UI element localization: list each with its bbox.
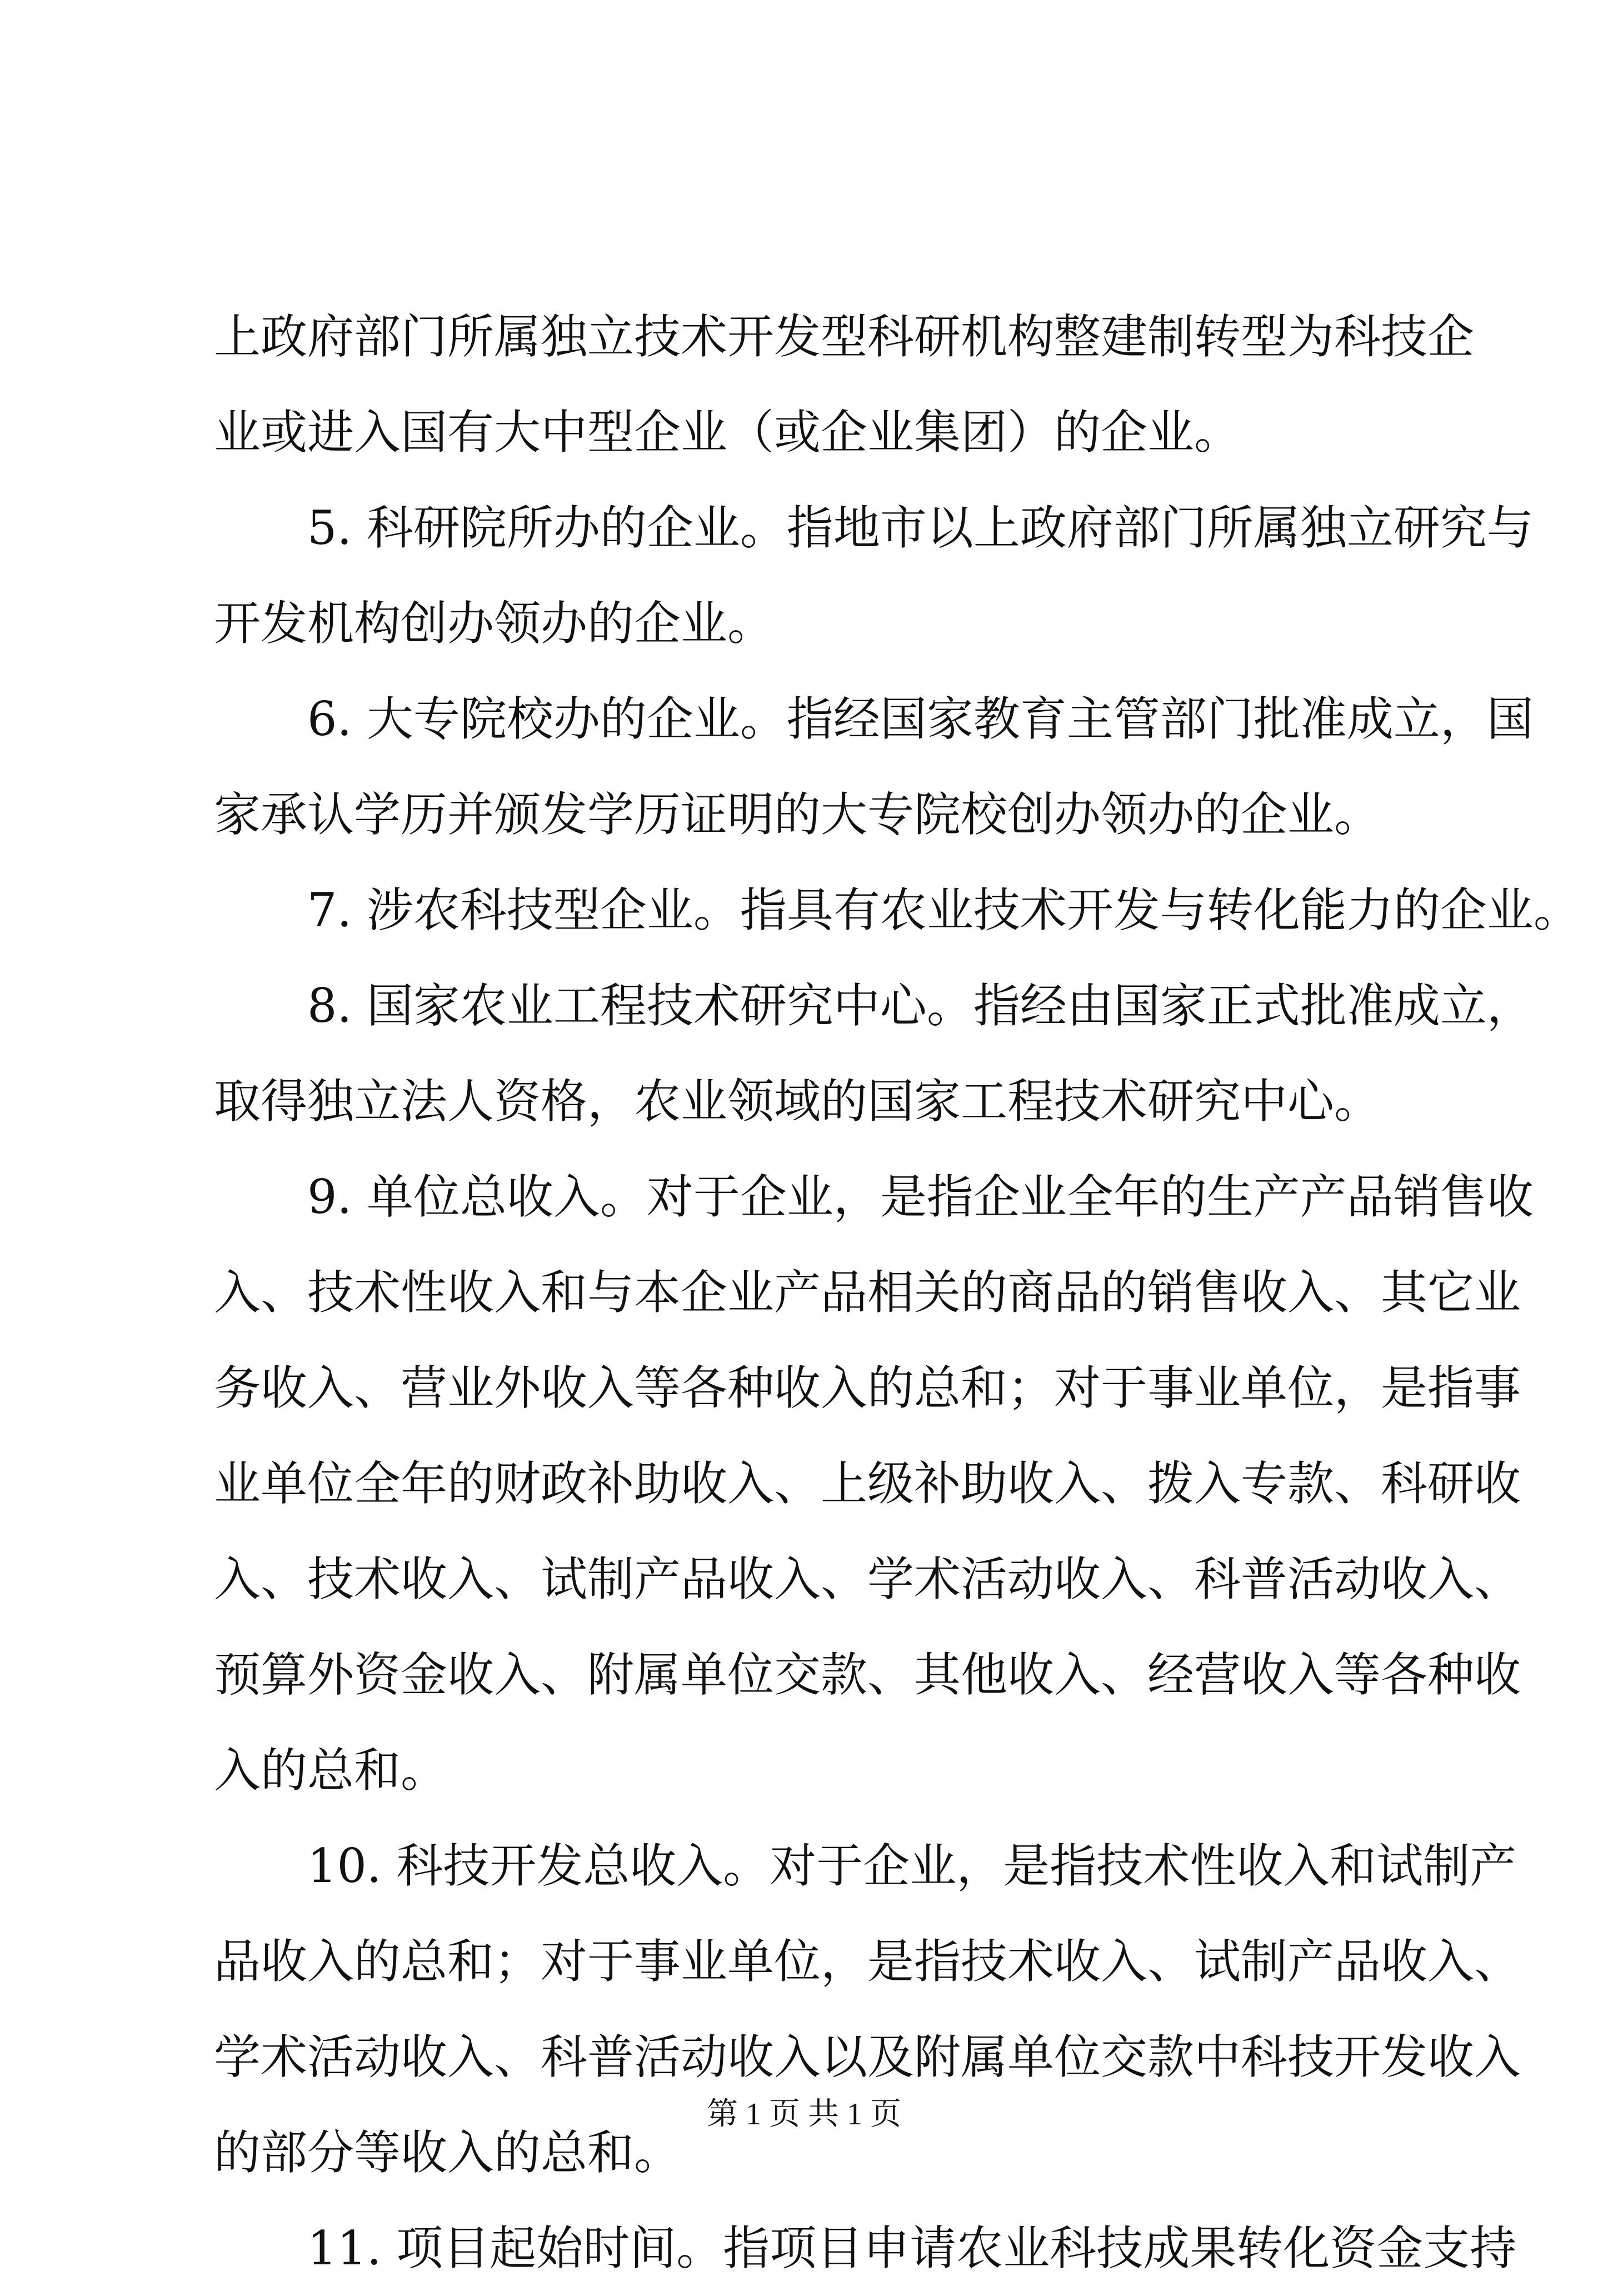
text-line: 品收入的总和；对于事业单位，是指技术收入、试制产品收入、 — [214, 1934, 1521, 1989]
text-line: 入、技术性收入和与本企业产品相关的商品的销售收入、其它业 — [214, 1265, 1521, 1320]
text-line: 入的总和。 — [214, 1743, 448, 1798]
text-line: 6. 大专院校办的企业。指经国家教育主管部门批准成立，国 — [307, 692, 1534, 746]
text-line: 学术活动收入、科普活动收入以及附属单位交款中科技开发收入 — [214, 2030, 1521, 2084]
text-line: 取得独立法人资格，农业领域的国家工程技术研究中心。 — [214, 1074, 1381, 1129]
text-line: 预算外资金收入、附属单位交款、其他收入、经营收入等各种收 — [214, 1648, 1521, 1702]
text-line: 入、技术收入、试制产品收入、学术活动收入、科普活动收入、 — [214, 1552, 1521, 1606]
text-line: 业单位全年的财政补助收入、上级补助收入、拨入专款、科研收 — [214, 1456, 1521, 1511]
text-line: 务收入、营业外收入等各种收入的总和；对于事业单位，是指事 — [214, 1361, 1521, 1415]
text-line: 的部分等收入的总和。 — [214, 2125, 681, 2180]
text-line: 8. 国家农业工程技术研究中心。指经由国家正式批准成立， — [307, 979, 1534, 1033]
document-body — [214, 289, 1580, 2296]
text-line: 11. 项目起始时间。指项目申请农业科技成果转化资金支持 — [307, 2221, 1517, 2275]
page-footer — [0, 2095, 1608, 2134]
text-line: 7. 涉农科技型企业。指具有农业技术开发与转化能力的企业。 — [307, 883, 1580, 937]
text-line: 5. 科研院所办的企业。指地市以上政府部门所属独立研究与 — [307, 501, 1534, 555]
text-line: 业或进入国有大中型企业（或企业集团）的企业。 — [214, 405, 1241, 460]
text-line: 上政府部门所属独立技术开发型科研机构整建制转型为科技企 — [214, 310, 1475, 364]
page-number-label: 第 1 页 共 1 页 — [707, 2097, 901, 2132]
text-line: 10. 科技开发总收入。对于企业，是指技术性收入和试制产 — [307, 1839, 1517, 1893]
text-line: 家承认学历并颁发学历证明的大专院校创办领办的企业。 — [214, 787, 1381, 842]
text-line: 开发机构创办领办的企业。 — [214, 596, 775, 651]
text-line: 9. 单位总收入。对于企业，是指企业全年的生产产品销售收 — [307, 1170, 1534, 1224]
